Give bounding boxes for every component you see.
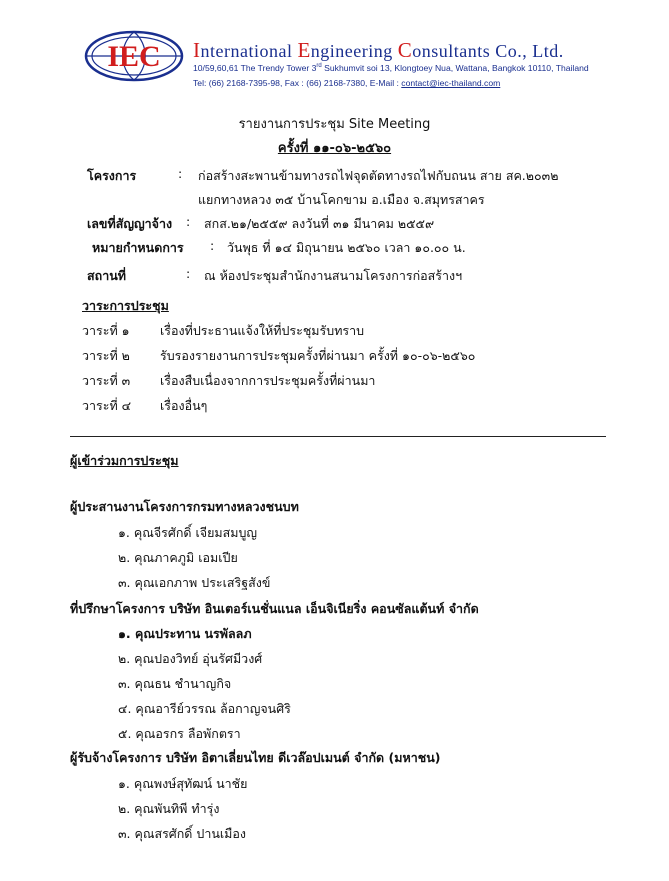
attendee-name: ๓. คุณเอกภาพ ประเสริฐสังข์ — [118, 575, 271, 590]
attendee-name: ๑. คุณประทาน นรพัลลภ — [118, 626, 252, 641]
agenda-item-text: รับรองรายงานการประชุมครั้งที่ผ่านมา ครั้งที่ ๑๐-๐๖-๒๕๖๐ — [160, 348, 476, 363]
agenda-item-text: เรื่องสืบเนื่องจากการประชุมครั้งที่ผ่านมา — [160, 373, 376, 388]
attendee-name: ๒. คุณพันทิพี ทำรุ่ง — [118, 801, 220, 816]
group-title-consultant: ที่ปรึกษาโครงการ บริษัท อินเตอร์เนชั่นแนล เอ็นจิเนียริ่ง คอนซัลแต้นท์ จำกัด — [70, 601, 479, 616]
attendee-name: ๑. คุณพงษ์สุทัฒน์ นาชัย — [118, 776, 248, 791]
attendee-name: ๒. คุณปองวิทย์ อุ่นรัศมีวงศ์ — [118, 651, 263, 666]
attendees-heading: ผู้เข้าร่วมการประชุม — [70, 453, 179, 468]
company-address: 10/59,60,61 The Trendy Tower 3rd Sukhumvit soi 13, Klongtoey Nua, Wattana, Bangkok 10110, Thailand — [193, 63, 589, 73]
project-value-line2: แยกทางหลวง ๓๕ บ้านโคกขาม อ.เมือง จ.สมุทรสาคร — [198, 192, 485, 207]
place-label: สถานที่ — [87, 268, 127, 283]
project-label: โครงการ — [87, 168, 137, 183]
agenda-item-text: เรื่องที่ประธานแจ้งให้ที่ประชุมรับทราบ — [160, 323, 365, 338]
agenda-item-number: วาระที่ ๒ — [82, 348, 130, 363]
place-value: ณ ห้องประชุมสำนักงานสนามโครงการก่อสร้างฯ — [204, 268, 463, 283]
colon: : — [210, 238, 215, 253]
colon: : — [186, 214, 191, 229]
agenda-item-number: วาระที่ ๓ — [82, 373, 131, 388]
attendee-name: ๓. คุณธน ชำนาญกิจ — [118, 676, 232, 691]
attendee-name: ๒. คุณภาคภูมิ เอมเปีย — [118, 550, 238, 565]
logo-lettering: IEC — [107, 40, 161, 73]
attendee-name: ๑. คุณจีรศักดิ์ เจียมสมบูญ — [118, 525, 258, 540]
contract-value: สกส.๒๑/๒๕๕๙ ลงวันที่ ๓๑ มีนาคม ๒๕๕๙ — [204, 216, 435, 231]
company-name-word: nternational — [200, 41, 298, 61]
agenda-item-text: เรื่องอื่นๆ — [160, 398, 208, 413]
attendee-name: ๓. คุณสรศักดิ์ ปานเมือง — [118, 826, 247, 841]
project-value: ก่อสร้างสะพานข้ามทางรถไฟจุดตัดทางรถไฟกับถนน สาย สค.๒๐๓๒ — [198, 168, 559, 183]
email-link[interactable]: contact@iec-thailand.com — [401, 78, 501, 88]
company-name-word: ngineering — [310, 41, 398, 61]
company-name-initial: E — [297, 38, 311, 62]
group-title-contractor: ผู้รับจ้างโครงการ บริษัท อิตาเลี่ยนไทย ดีเวล๊อปเมนต์ จำกัด (มหาชน) — [70, 750, 441, 765]
colon: : — [178, 166, 183, 181]
group-title-doh: ผู้ประสานงานโครงการกรมทางหลวงชนบท — [70, 499, 299, 514]
company-contact: Tel: (66) 2168-7395-98, Fax : (66) 2168-7380, E-Mail : contact@iec-thailand.com — [193, 78, 501, 88]
agenda-item-number: วาระที่ ๑ — [82, 323, 130, 338]
company-logo — [84, 30, 184, 82]
company-name-initial: I — [193, 38, 201, 62]
colon: : — [186, 266, 191, 281]
attendee-name: ๕. คุณอรกร ลือพักตรา — [118, 726, 241, 741]
company-name — [193, 38, 564, 63]
attendee-name: ๔. คุณอารีย์วรรณ ล้อกาญจนศิริ — [118, 701, 291, 716]
schedule-label: หมายกำหนดการ — [92, 240, 184, 255]
agenda-item-number: วาระที่ ๔ — [82, 398, 132, 413]
schedule-value: วันพุธ ที่ ๑๔ มิถุนายน ๒๕๖๐ เวลา ๑๐.๐๐ น. — [227, 240, 466, 255]
contract-label: เลขที่สัญญาจ้าง — [87, 216, 173, 231]
section-divider — [70, 436, 606, 437]
company-name-word: onsultants Co., Ltd. — [412, 41, 564, 61]
company-name-initial: C — [397, 38, 413, 62]
meeting-number: ครั้งที่ ๑๑-๐๖-๒๕๖๐ — [277, 141, 392, 156]
document-title: รายงานการประชุม Site Meeting — [238, 117, 431, 132]
agenda-heading: วาระการประชุม — [82, 298, 169, 313]
